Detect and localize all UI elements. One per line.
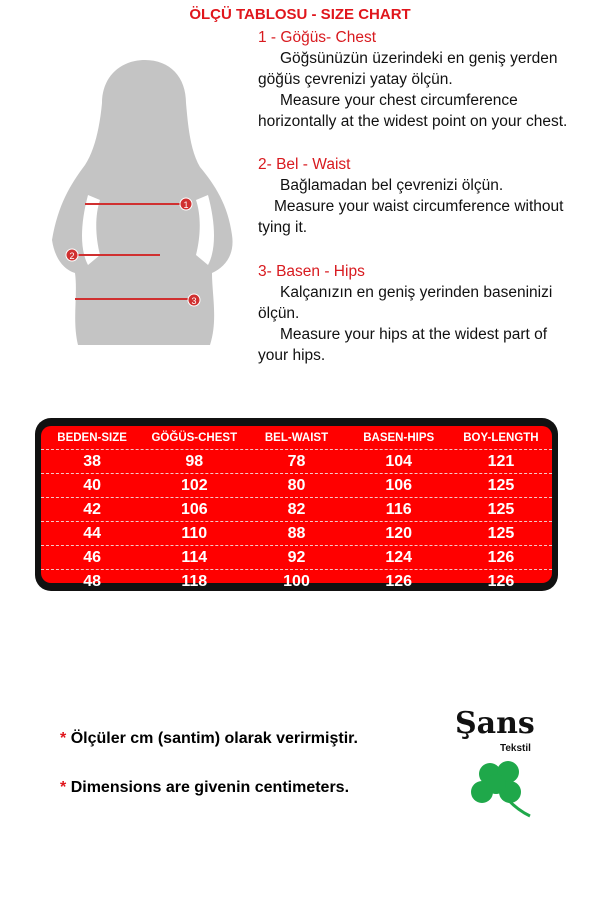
table-cell: 106: [385, 476, 413, 494]
table-row: [41, 498, 552, 522]
section-hips: 3- Basen - Hips Kalçanızın en geniş yerinden baseninizi ölçün. Measure your hips at the widest part of your hips.: [258, 263, 553, 364]
logo-name: Şans: [455, 706, 535, 741]
table-cell: 124: [385, 548, 413, 566]
table-cell: 80: [287, 476, 306, 494]
table-cell: 48: [83, 572, 101, 590]
svg-text:1: 1: [183, 200, 189, 210]
table-cell: 116: [385, 500, 412, 518]
table-cell: 82: [287, 500, 306, 518]
table-row: [41, 474, 552, 498]
table-cell: 125: [487, 476, 515, 494]
svg-text:3: 3: [191, 296, 197, 306]
table-cell: 88: [287, 524, 306, 542]
svg-text:2: 2: [69, 251, 75, 261]
table-row: [41, 450, 552, 474]
table-row: [41, 522, 552, 546]
table-header: BEDEN-SIZE GÖĞÜS-CHEST BEL-WAIST BASEN-HIPS BOY-LENGTH: [41, 426, 552, 450]
table-cell: 126: [385, 572, 413, 590]
table-cell: 120: [385, 524, 413, 542]
table-cell: 100: [283, 572, 310, 590]
section-chest: 1 - Göğüs- Chest Göğsünüzün üzerindeki en geniş yerden göğüs çevrenizi yatay ölçün. Measure your chest circumference horizontally at the widest point on your chest.: [258, 29, 568, 130]
section-waist: 2- Bel - Waist Bağlamadan bel çevrenizi ölçün. Measure your waist circumference without tying it.: [258, 156, 564, 236]
table-cell: 46: [83, 548, 101, 566]
table-row: [41, 570, 552, 593]
table-cell: 126: [487, 548, 515, 566]
table-cell: 98: [185, 452, 204, 470]
note-cm-tr: * Ölçüler cm (santim) olarak verirmiştir.: [60, 730, 358, 747]
table-cell: 106: [180, 500, 208, 518]
table-cell: 44: [83, 524, 101, 542]
table-cell: 110: [181, 524, 208, 542]
table-cell: 126: [487, 572, 515, 590]
body-silhouette-figure: [40, 55, 250, 355]
page-title: ÖLÇÜ TABLOSU - SIZE CHART: [189, 6, 411, 23]
table-cell: 40: [83, 476, 101, 494]
table-row: [41, 546, 552, 570]
table-cell: 78: [287, 452, 306, 470]
note-cm-en: * Dimensions are givenin centimeters.: [60, 779, 350, 796]
table-cell: 125: [487, 500, 515, 518]
table-cell: 118: [181, 572, 208, 590]
size-table: [35, 418, 558, 591]
logo-sub: Tekstil: [500, 743, 531, 754]
table-cell: 114: [181, 548, 208, 566]
table-cell: 92: [287, 548, 306, 566]
table-cell: 102: [180, 476, 208, 494]
clover-icon: [468, 760, 538, 820]
table-cell: 104: [385, 452, 413, 470]
table-cell: 125: [487, 524, 515, 542]
table-cell: 121: [487, 452, 515, 470]
table-cell: 42: [83, 500, 101, 518]
table-cell: 38: [83, 452, 101, 470]
